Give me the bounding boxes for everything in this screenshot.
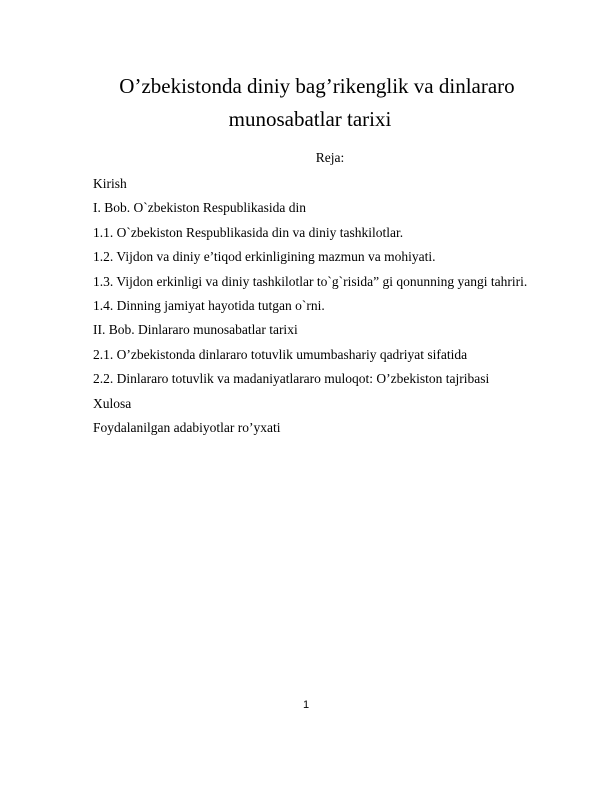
document-title (60, 70, 560, 136)
table-of-contents (72, 172, 540, 440)
toc-item-1-4: 1.4. Dinning jamiyat hayotida tutgan o`rni. (93, 298, 325, 314)
toc-item-1-1: 1.1. O`zbekiston Respublikasida din va diniy tashkilotlar. (93, 224, 404, 240)
toc-item-2-1: 2.1. O’zbekistonda dinlararo totuvlik umumbashariy qadriyat sifatida (93, 346, 468, 362)
toc-item-1-2: 1.2. Vijdon va diniy e’tiqod erkinligining mazmun va mohiyati. (93, 249, 436, 265)
toc-item-chapter-1: I. Bob. O`zbekiston Respublikasida din (93, 200, 306, 216)
page-number: 1 (302, 699, 310, 711)
document-title-line-2: munosabatlar tarixi (228, 107, 392, 131)
toc-item-chapter-2: II. Bob. Dinlararo munosabatlar tarixi (93, 322, 298, 338)
toc-item-references: Foydalanilgan adabiyotlar ro’yxati (93, 420, 281, 436)
toc-item-2-2: 2.2. Dinlararo totuvlik va madaniyatlararo muloqot: O’zbekiston tajribasi (93, 371, 490, 387)
toc-item-conclusion: Xulosa (93, 395, 132, 411)
toc-item-1-3: 1.3. Vijdon erkinligi va diniy tashkilotlar to`g`risida” gi qonunning yangi tahriri. (93, 273, 528, 289)
document-title-line-1: O’zbekistonda diniy bag’rikenglik va dinlararo (119, 74, 515, 98)
plan-heading: Reja: (315, 150, 345, 165)
toc-item-introduction: Kirish (93, 176, 127, 191)
